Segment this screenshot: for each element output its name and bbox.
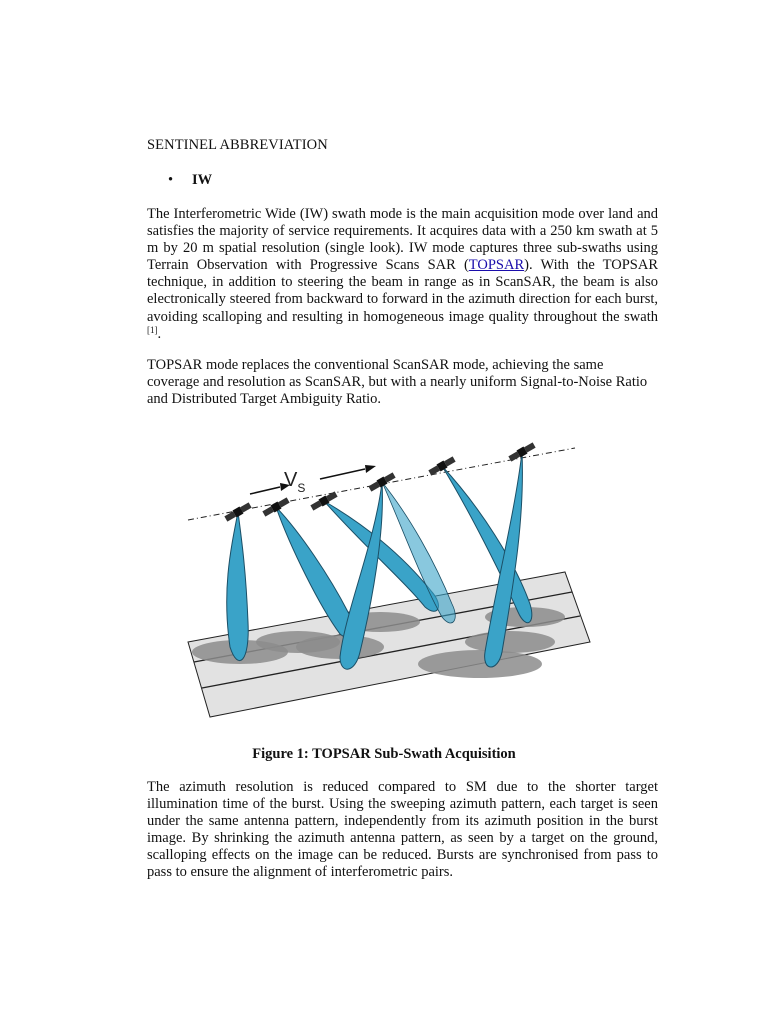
citation-ref: [1] (147, 324, 158, 335)
paragraph-text: The Interferometric Wide (IW) swath mode is the main acquisition mode over land and satisfies the majority of service requirements. It acquires data with a 250 km swath at 5 m by 20 m spatial resolution (single look). IW mode captures three sub-swaths using Terrain Observation with Progressive Scans SAR ( (147, 206, 658, 274)
paragraph-text: ). With the TOPSAR technique, in addition to steering the beam in range as in ScanSAR, the beam is also electronically steered from backward to forward in the azimuth direction for each burst, avoiding scalloping and resulting in homogeneous image quality throughout the swath (147, 257, 658, 325)
paragraph-text: . (157, 325, 162, 342)
topsar-link[interactable]: TOPSAR (468, 257, 525, 274)
topsar-diagram (180, 432, 600, 727)
velocity-symbol: V (284, 469, 298, 491)
satellite-icon (262, 497, 290, 518)
section-heading: SENTINEL ABBREVIATION (147, 137, 328, 153)
topsar-figure (180, 432, 600, 727)
antenna-beam (227, 512, 249, 661)
footprint (465, 631, 555, 653)
figure-caption: Figure 1: TOPSAR Sub-Swath Acquisition (252, 746, 516, 762)
satellite-icon (428, 456, 456, 477)
velocity-arrow (250, 487, 280, 494)
velocity-label (284, 469, 305, 495)
paragraph-iw-description (147, 206, 658, 343)
footprint (418, 650, 542, 678)
bullet-icon: • (168, 172, 174, 188)
paragraph-azimuth-resolution: The azimuth resolution is reduced compared to SM due to the shorter target illumination time of the burst. Using the sweeping azimuth pattern, each target is seen under the same antenna pattern, independently from its azimuth position in the burst image. By shrinking the azimuth antenna pattern, as seen by a target on the ground, scalloping effects on the image can be reduced. Bursts are synchronised from pass to pass to ensure the alignment of interferometric pairs. (147, 779, 658, 881)
velocity-arrow-head (365, 465, 376, 473)
velocity-arrow (320, 469, 365, 479)
velocity-subscript: S (297, 481, 306, 495)
paragraph-topsar-mode: TOPSAR mode replaces the conventional ScanSAR mode, achieving the same coverage and resolution as ScanSAR, but with a nearly uniform Signal-to-Noise Ratio and Distributed Target Ambiguity Ratio. (147, 357, 648, 408)
bullet-item-iw (168, 172, 212, 189)
bullet-label: IW (192, 172, 213, 188)
